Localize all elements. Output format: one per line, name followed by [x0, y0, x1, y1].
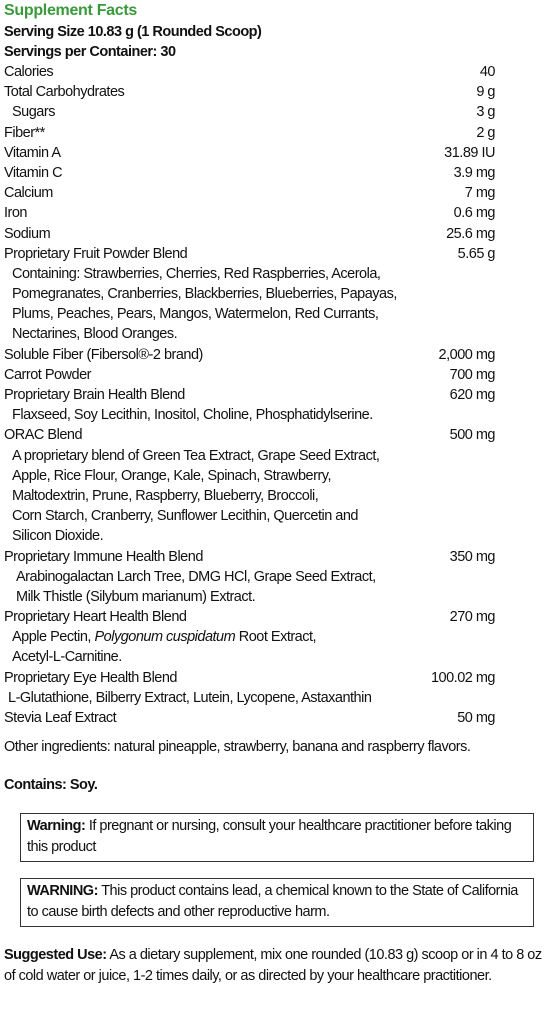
botanical-name: Polygonum cuspidatum [94, 629, 236, 646]
nutrient-row: Sugars 3 g [12, 104, 495, 121]
panel-title: Supplement Facts [4, 2, 138, 19]
blend-row-orac: ORAC Blend 500 mg [4, 427, 495, 444]
blend-ingredients-line: Pomegranates, Cranberries, Blackberries, Blueberries, Papayas, [12, 286, 397, 303]
blend-row-soluble-fiber: Soluble Fiber (Fibersol®-2 brand) 2,000 mg [4, 346, 495, 363]
servings-per-container: Servings per Container: 30 [4, 44, 176, 60]
suggested-use-label: Suggested Use: [4, 947, 107, 964]
blend-ingredients-line: Milk Thistle (Silybum marianum) Extract. [16, 588, 256, 605]
allergen-statement: Contains: Soy. [4, 777, 98, 794]
nutrient-row: Total Carbohydrates 9 g [4, 84, 495, 101]
blend-ingredients-line: Flaxseed, Soy Lecithin, Inositol, Choline, Phosphatidylserine. [12, 407, 373, 424]
blend-row-stevia: Stevia Leaf Extract 50 mg [4, 710, 495, 726]
blend-ingredients-line: Nectarines, Blood Oranges. [12, 326, 178, 343]
blend-row-eye: Proprietary Eye Health Blend 100.02 mg [4, 669, 495, 686]
blend-ingredients-line: Corn Starch, Cranberry, Sunflower Lecithin, Quercetin and [12, 508, 358, 525]
supplement-facts-panel [4, 0, 544, 987]
warning-label: WARNING: [27, 883, 98, 900]
nutrient-row: Calories 40 [4, 64, 495, 80]
blend-ingredients-line: Containing: Strawberries, Cherries, Red Raspberries, Acerola, [12, 265, 381, 282]
blend-row-fruit: Proprietary Fruit Powder Blend 5.65 g [4, 245, 495, 262]
nutrient-row: Sodium 25.6 mg [4, 225, 495, 242]
blend-row-brain: Proprietary Brain Health Blend 620 mg [4, 387, 495, 403]
warning-label: Warning: [27, 818, 86, 835]
nutrient-row: Calcium 7 mg [4, 185, 495, 202]
nutrient-row: Fiber** 2 g [4, 124, 495, 141]
nutrient-row: Iron 0.6 mg [4, 205, 495, 222]
nutrient-row: Vitamin A 31.89 IU [4, 144, 495, 161]
blend-ingredients-line: Maltodextrin, Prune, Raspberry, Blueberry, Broccoli, [12, 487, 319, 504]
blend-ingredients-line: A proprietary blend of Green Tea Extract, Grape Seed Extract, [12, 447, 380, 464]
serving-size: Serving Size 10.83 g (1 Rounded Scoop) [4, 24, 262, 40]
suggested-use-text: As a dietary supplement, mix one rounded (10.83 g) scoop or in 4 to 8 oz of cold water or juice, 1-2 times daily, or as directed by your healthcare practitioner. [4, 947, 542, 985]
blend-ingredients-line: L-Glutathione, Bilberry Extract, Lutein, Lycopene, Astaxanthin [8, 689, 372, 706]
blend-row-heart: Proprietary Heart Health Blend 270 mg [4, 609, 495, 626]
blend-ingredients-line: Silicon Dioxide. [12, 528, 104, 545]
warning-text: If pregnant or nursing, consult your healthcare practitioner before taking this product [27, 818, 512, 856]
prop65-warning-box [20, 878, 534, 927]
warning-text: This product contains lead, a chemical known to the State of California to cause birth defects and other reproductive harm. [27, 883, 518, 921]
blend-row-immune: Proprietary Immune Health Blend 350 mg [4, 548, 495, 565]
blend-ingredients-line: Arabinogalactan Larch Tree, DMG HCl, Grape Seed Extract, [16, 568, 376, 585]
blend-ingredients-line: Apple Pectin, Polygonum cuspidatum Root Extract, [12, 629, 317, 646]
blend-ingredients-line: Apple, Rice Flour, Orange, Kale, Spinach, Strawberry, [12, 467, 331, 484]
nutrient-row: Vitamin C 3.9 mg [4, 164, 495, 181]
blend-ingredients-line: Acetyl-L-Carnitine. [12, 649, 122, 666]
blend-ingredients-line: Plums, Peaches, Pears, Mangos, Watermelon, Red Currants, [12, 306, 379, 323]
other-ingredients: Other ingredients: natural pineapple, strawberry, banana and raspberry flavors. [4, 739, 471, 756]
suggested-use [4, 945, 544, 987]
blend-row-carrot: Carrot Powder 700 mg [4, 366, 495, 383]
pregnancy-warning-box [20, 813, 534, 862]
